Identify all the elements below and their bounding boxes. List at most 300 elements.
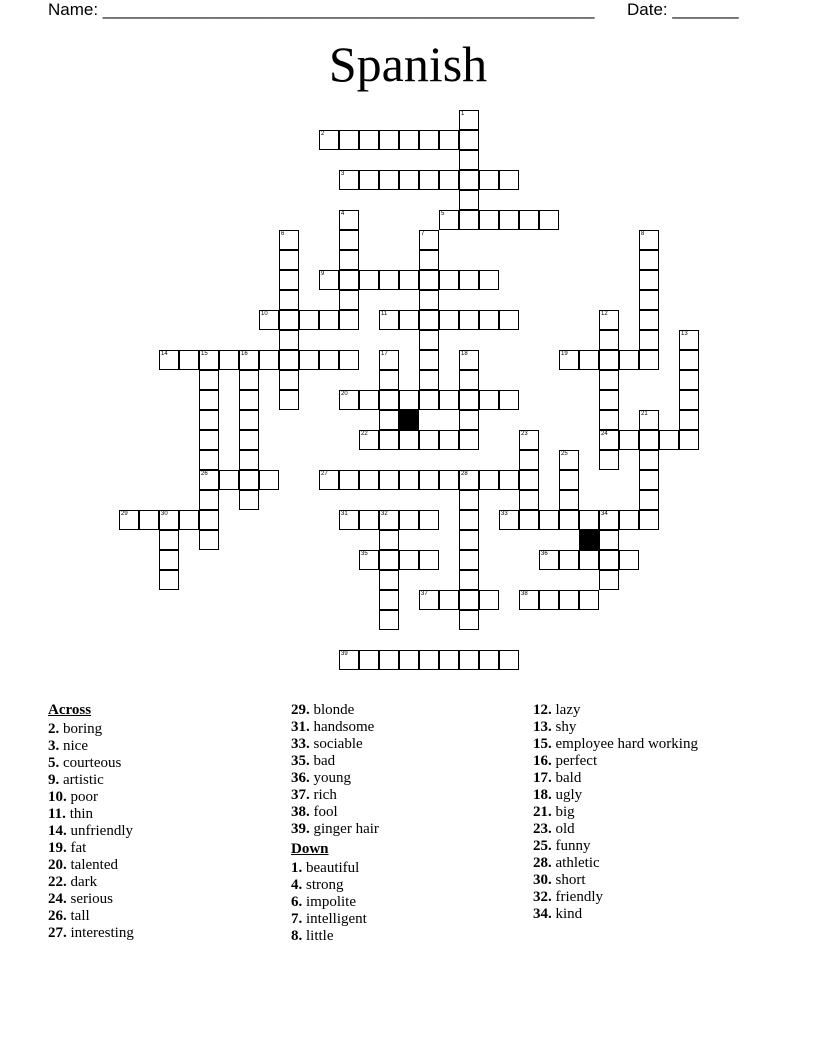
grid-cell[interactable] — [499, 210, 519, 230]
clue-number: 7. — [291, 911, 303, 927]
clue-number: 28. — [533, 855, 552, 871]
grid-cell[interactable] — [499, 170, 519, 190]
clue-number: 24. — [48, 891, 67, 907]
grid-cell[interactable] — [379, 350, 399, 370]
grid-cell[interactable] — [639, 350, 659, 370]
grid-cell[interactable] — [419, 310, 439, 330]
grid-cell[interactable] — [679, 390, 699, 410]
grid-cell[interactable] — [639, 490, 659, 510]
grid-cell[interactable] — [219, 350, 239, 370]
grid-cell[interactable] — [259, 470, 279, 490]
grid-cell[interactable] — [179, 350, 199, 370]
clue-number: 13. — [533, 719, 552, 735]
grid-cell[interactable] — [279, 330, 299, 350]
grid-cell[interactable] — [519, 470, 539, 490]
grid-cell[interactable] — [199, 490, 219, 510]
grid-cell[interactable] — [559, 510, 579, 530]
grid-cell[interactable] — [519, 510, 539, 530]
grid-cell[interactable] — [559, 490, 579, 510]
grid-cell[interactable] — [339, 290, 359, 310]
grid-cell[interactable] — [199, 470, 219, 490]
grid-cell[interactable] — [539, 510, 559, 530]
down-clue-list — [291, 860, 521, 945]
grid-cell[interactable] — [379, 270, 399, 290]
grid-cell[interactable] — [459, 530, 479, 550]
grid-cell[interactable] — [379, 410, 399, 430]
grid-cell[interactable] — [379, 510, 399, 530]
grid-cell[interactable] — [419, 130, 439, 150]
grid-cell[interactable] — [399, 310, 419, 330]
grid-cell[interactable] — [419, 270, 439, 290]
cell-number: 33 — [501, 511, 508, 517]
grid-cell[interactable] — [419, 170, 439, 190]
grid-cell[interactable] — [419, 230, 439, 250]
clue-item — [533, 889, 793, 906]
grid-cell[interactable] — [159, 550, 179, 570]
clue-item — [291, 894, 521, 911]
grid-cell[interactable] — [539, 210, 559, 230]
grid-cell[interactable] — [559, 450, 579, 470]
grid-cell[interactable] — [339, 230, 359, 250]
cell-number: 29 — [121, 511, 128, 517]
cell-number: 7 — [421, 231, 425, 237]
clue-number: 8. — [291, 928, 303, 944]
clue-text: ginger hair — [309, 821, 379, 837]
grid-cell[interactable] — [459, 350, 479, 370]
grid-cell[interactable] — [459, 110, 479, 130]
grid-cell[interactable] — [339, 650, 359, 670]
grid-cell[interactable] — [519, 210, 539, 230]
grid-cell[interactable] — [679, 430, 699, 450]
grid-cell[interactable] — [159, 530, 179, 550]
clue-number: 10. — [48, 789, 67, 805]
grid-cell[interactable] — [359, 390, 379, 410]
clue-text: talented — [66, 857, 118, 873]
grid-cell[interactable] — [259, 350, 279, 370]
grid-cell[interactable] — [599, 510, 619, 530]
grid-cell[interactable] — [199, 530, 219, 550]
cell-number: 21 — [641, 411, 648, 417]
clue-number: 18. — [533, 787, 552, 803]
clue-number: 3. — [48, 738, 60, 754]
grid-cell[interactable] — [379, 610, 399, 630]
grid-cell[interactable] — [459, 370, 479, 390]
clue-item — [533, 719, 793, 736]
clue-item — [533, 787, 793, 804]
grid-cell[interactable] — [459, 430, 479, 450]
grid-cell[interactable] — [399, 270, 419, 290]
grid-cell[interactable] — [459, 310, 479, 330]
date-field: Date: _______ — [627, 0, 739, 19]
clue-number: 29. — [291, 702, 310, 718]
grid-cell[interactable] — [419, 290, 439, 310]
grid-cell[interactable] — [419, 430, 439, 450]
grid-cell[interactable] — [499, 510, 519, 530]
grid-cell[interactable] — [639, 410, 659, 430]
grid-cell[interactable] — [579, 590, 599, 610]
clue-item — [291, 770, 521, 787]
grid-cell[interactable] — [599, 530, 619, 550]
grid-cell[interactable] — [279, 370, 299, 390]
grid-cell[interactable] — [619, 350, 639, 370]
grid-cell[interactable] — [599, 310, 619, 330]
grid-cell[interactable] — [339, 170, 359, 190]
cell-number: 24 — [601, 431, 608, 437]
grid-cell[interactable] — [199, 390, 219, 410]
clue-item — [533, 702, 793, 719]
clue-text: unfriendly — [66, 823, 133, 839]
across-clue-list — [48, 721, 278, 942]
grid-cell[interactable] — [159, 570, 179, 590]
grid-cell[interactable] — [459, 150, 479, 170]
clue-text: kind — [551, 906, 583, 922]
grid-cell[interactable] — [319, 470, 339, 490]
grid-cell[interactable] — [239, 430, 259, 450]
grid-cell[interactable] — [619, 510, 639, 530]
grid-cell[interactable] — [439, 130, 459, 150]
grid-cell[interactable] — [459, 190, 479, 210]
clue-text: tall — [66, 908, 90, 924]
down-heading: Down — [291, 841, 329, 857]
grid-cell[interactable] — [599, 550, 619, 570]
clue-number: 27. — [48, 925, 67, 941]
grid-cell[interactable] — [199, 510, 219, 530]
grid-cell[interactable] — [379, 570, 399, 590]
grid-cell[interactable] — [239, 390, 259, 410]
grid-cell[interactable] — [579, 550, 599, 570]
grid-cell[interactable] — [139, 510, 159, 530]
grid-cell[interactable] — [419, 550, 439, 570]
grid-cell[interactable] — [419, 330, 439, 350]
grid-cell[interactable] — [679, 330, 699, 350]
grid-cell[interactable] — [339, 130, 359, 150]
grid-cell[interactable] — [239, 410, 259, 430]
grid-cell[interactable] — [459, 570, 479, 590]
grid-cell[interactable] — [439, 390, 459, 410]
clue-number: 35. — [291, 753, 310, 769]
grid-cell[interactable] — [339, 270, 359, 290]
grid-cell[interactable] — [419, 250, 439, 270]
grid-cell[interactable] — [639, 310, 659, 330]
clue-item — [291, 719, 521, 736]
clue-number: 26. — [48, 908, 67, 924]
grid-cell[interactable] — [559, 590, 579, 610]
clue-number: 11. — [48, 806, 66, 822]
cell-number: 35 — [361, 551, 368, 557]
grid-cell[interactable] — [279, 390, 299, 410]
grid-cell[interactable] — [239, 370, 259, 390]
grid-cell[interactable] — [399, 550, 419, 570]
grid-cell[interactable] — [379, 170, 399, 190]
grid-cell[interactable] — [339, 210, 359, 230]
grid-cell[interactable] — [259, 310, 279, 330]
grid-cell[interactable] — [379, 370, 399, 390]
grid-cell[interactable] — [239, 490, 259, 510]
clue-text: artistic — [59, 772, 104, 788]
clue-item — [291, 736, 521, 753]
clue-text: rich — [309, 787, 337, 803]
clue-number: 14. — [48, 823, 67, 839]
grid-cell[interactable] — [639, 270, 659, 290]
grid-cell[interactable] — [459, 490, 479, 510]
clue-text: young — [309, 770, 351, 786]
grid-cell[interactable] — [439, 210, 459, 230]
clue-item — [48, 925, 278, 942]
clue-text: impolite — [302, 894, 356, 910]
grid-cell[interactable] — [559, 470, 579, 490]
grid-cell[interactable] — [199, 430, 219, 450]
grid-cell[interactable] — [459, 590, 479, 610]
grid-cell[interactable] — [399, 650, 419, 670]
grid-cell[interactable] — [339, 250, 359, 270]
grid-cell[interactable] — [379, 470, 399, 490]
clue-text: short — [551, 872, 586, 888]
grid-cell[interactable] — [639, 250, 659, 270]
grid-cell[interactable] — [379, 530, 399, 550]
grid-cell[interactable] — [339, 350, 359, 370]
grid-cell[interactable] — [559, 550, 579, 570]
grid-cell[interactable] — [359, 650, 379, 670]
grid-cell[interactable] — [559, 350, 579, 370]
grid-cell[interactable] — [339, 310, 359, 330]
grid-cell[interactable] — [599, 370, 619, 390]
grid-cell[interactable] — [439, 590, 459, 610]
grid-cell[interactable] — [679, 370, 699, 390]
grid-cell[interactable] — [459, 610, 479, 630]
grid-cell[interactable] — [279, 270, 299, 290]
grid-cell[interactable] — [399, 130, 419, 150]
grid-cell[interactable] — [319, 310, 339, 330]
grid-cell[interactable] — [279, 250, 299, 270]
clue-item — [533, 753, 793, 770]
grid-cell[interactable] — [519, 490, 539, 510]
grid-cell[interactable] — [279, 310, 299, 330]
grid-cell[interactable] — [459, 470, 479, 490]
grid-cell[interactable] — [399, 170, 419, 190]
grid-cell[interactable] — [459, 650, 479, 670]
grid-cell[interactable] — [639, 430, 659, 450]
grid-cell[interactable] — [419, 470, 439, 490]
grid-cell[interactable] — [359, 470, 379, 490]
grid-cell[interactable] — [599, 450, 619, 470]
grid-cell[interactable] — [479, 270, 499, 290]
grid-cell[interactable] — [359, 550, 379, 570]
down-clue-list-continued — [533, 702, 793, 923]
grid-cell[interactable] — [679, 350, 699, 370]
grid-cell[interactable] — [279, 290, 299, 310]
cell-number: 39 — [341, 651, 348, 657]
cell-number: 23 — [521, 431, 528, 437]
grid-cell[interactable] — [599, 390, 619, 410]
clue-number: 25. — [533, 838, 552, 854]
grid-cell[interactable] — [639, 330, 659, 350]
grid-cell[interactable] — [639, 450, 659, 470]
grid-cell[interactable] — [399, 510, 419, 530]
grid-cell[interactable] — [679, 410, 699, 430]
grid-cell[interactable] — [459, 510, 479, 530]
grid-cell[interactable] — [379, 310, 399, 330]
grid-cell[interactable] — [199, 370, 219, 390]
grid-cell[interactable] — [159, 510, 179, 530]
grid-cell[interactable] — [639, 470, 659, 490]
grid-cell[interactable] — [359, 510, 379, 530]
grid-cell[interactable] — [479, 170, 499, 190]
grid-cell[interactable] — [279, 350, 299, 370]
cell-number: 15 — [201, 351, 208, 357]
clue-text: sociable — [309, 736, 363, 752]
grid-cell[interactable] — [459, 390, 479, 410]
grid-cell[interactable] — [639, 510, 659, 530]
clue-text: bald — [551, 770, 582, 786]
clue-item — [291, 753, 521, 770]
cell-number: 9 — [321, 271, 325, 277]
grid-cell[interactable] — [399, 390, 419, 410]
grid-cell[interactable] — [339, 470, 359, 490]
grid-cell[interactable] — [499, 470, 519, 490]
grid-cell[interactable] — [459, 130, 479, 150]
grid-cell[interactable] — [419, 350, 439, 370]
grid-cell[interactable] — [519, 430, 539, 450]
grid-cell[interactable] — [419, 650, 439, 670]
grid-cell[interactable] — [379, 550, 399, 570]
grid-cell[interactable] — [659, 430, 679, 450]
grid-cell[interactable] — [579, 510, 599, 530]
clue-text: little — [302, 928, 334, 944]
grid-cell[interactable] — [519, 450, 539, 470]
clue-text: intelligent — [302, 911, 367, 927]
grid-cell[interactable] — [459, 410, 479, 430]
name-field: Name: ____________________________________________________ — [48, 0, 595, 19]
grid-cell[interactable] — [439, 430, 459, 450]
grid-cell[interactable] — [599, 410, 619, 430]
clue-number: 4. — [291, 877, 303, 893]
grid-cell[interactable] — [239, 350, 259, 370]
grid-cell[interactable] — [439, 170, 459, 190]
clue-text: poor — [66, 789, 98, 805]
grid-cell[interactable] — [399, 430, 419, 450]
grid-cell[interactable] — [299, 310, 319, 330]
grid-cell[interactable] — [379, 390, 399, 410]
grid-cell[interactable] — [239, 470, 259, 490]
cell-number: 13 — [681, 331, 688, 337]
grid-cell[interactable] — [479, 210, 499, 230]
cell-number: 5 — [441, 211, 445, 217]
grid-cell[interactable] — [499, 310, 519, 330]
grid-cell[interactable] — [119, 510, 139, 530]
grid-cell[interactable] — [179, 510, 199, 530]
grid-cell[interactable] — [339, 510, 359, 530]
grid-cell[interactable] — [319, 350, 339, 370]
grid-cell[interactable] — [459, 270, 479, 290]
grid-cell[interactable] — [459, 170, 479, 190]
cell-number: 10 — [261, 311, 268, 317]
clue-text: friendly — [551, 889, 603, 905]
grid-cell[interactable] — [499, 650, 519, 670]
grid-cell[interactable] — [619, 430, 639, 450]
grid-cell[interactable] — [279, 230, 299, 250]
grid-cell[interactable] — [479, 650, 499, 670]
grid-cell[interactable] — [499, 390, 519, 410]
grid-cell[interactable] — [359, 270, 379, 290]
grid-cell[interactable] — [639, 290, 659, 310]
grid-cell[interactable] — [239, 450, 259, 470]
grid-cell[interactable] — [319, 130, 339, 150]
cell-number: 19 — [561, 351, 568, 357]
grid-cell[interactable] — [159, 350, 179, 370]
grid-cell[interactable] — [199, 410, 219, 430]
grid-cell[interactable] — [359, 430, 379, 450]
grid-cell[interactable] — [639, 230, 659, 250]
clue-number: 19. — [48, 840, 67, 856]
grid-cell[interactable] — [539, 550, 559, 570]
clue-number: 39. — [291, 821, 310, 837]
clue-number: 38. — [291, 804, 310, 820]
grid-cell[interactable] — [379, 650, 399, 670]
grid-cell[interactable] — [599, 330, 619, 350]
cell-number: 32 — [381, 511, 388, 517]
grid-cell[interactable] — [419, 390, 439, 410]
grid-cell[interactable] — [199, 450, 219, 470]
clue-text: handsome — [309, 719, 375, 735]
grid-cell[interactable] — [439, 470, 459, 490]
grid-cell[interactable] — [579, 350, 599, 370]
grid-cell[interactable] — [419, 510, 439, 530]
grid-cell[interactable] — [539, 590, 559, 610]
grid-cell[interactable] — [599, 570, 619, 590]
cell-number: 6 — [281, 231, 285, 237]
grid-cell[interactable] — [459, 210, 479, 230]
cell-number: 1 — [461, 111, 465, 117]
grid-cell[interactable] — [619, 550, 639, 570]
grid-cell[interactable] — [479, 390, 499, 410]
grid-cell[interactable] — [439, 310, 459, 330]
clue-item — [291, 877, 521, 894]
grid-cell[interactable] — [359, 130, 379, 150]
clue-item — [291, 860, 521, 877]
grid-cell[interactable] — [219, 470, 239, 490]
grid-cell[interactable] — [599, 430, 619, 450]
grid-cell[interactable] — [479, 310, 499, 330]
clue-item — [291, 821, 521, 838]
clue-item — [533, 821, 793, 838]
grid-cell[interactable] — [479, 470, 499, 490]
grid-cell[interactable] — [379, 590, 399, 610]
clue-number: 1. — [291, 860, 303, 876]
grid-cell[interactable] — [399, 470, 419, 490]
grid-cell[interactable] — [379, 130, 399, 150]
clue-text: boring — [59, 721, 103, 737]
grid-cell[interactable] — [359, 170, 379, 190]
grid-cell[interactable] — [319, 270, 339, 290]
grid-cell[interactable] — [419, 590, 439, 610]
clue-item — [48, 908, 278, 925]
grid-cell[interactable] — [479, 590, 499, 610]
clue-item — [533, 855, 793, 872]
grid-cell[interactable] — [439, 270, 459, 290]
clue-number: 21. — [533, 804, 552, 820]
cell-number: 34 — [601, 511, 608, 517]
grid-cell[interactable] — [379, 430, 399, 450]
grid-cell[interactable] — [599, 350, 619, 370]
grid-cell[interactable] — [199, 350, 219, 370]
cell-number: 2 — [321, 131, 325, 137]
grid-cell[interactable] — [339, 390, 359, 410]
grid-cell[interactable] — [519, 590, 539, 610]
grid-cell[interactable] — [439, 650, 459, 670]
grid-cell[interactable] — [459, 550, 479, 570]
grid-cell[interactable] — [419, 370, 439, 390]
grid-cell[interactable] — [299, 350, 319, 370]
